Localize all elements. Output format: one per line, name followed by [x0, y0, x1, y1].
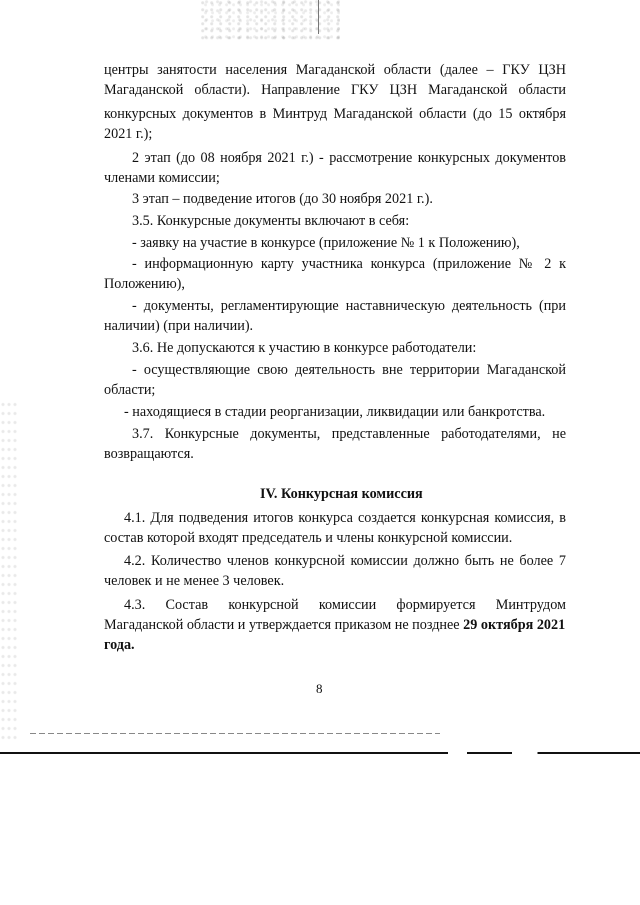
paragraph-text: Магаданской области и утверждается приказом не позднее — [104, 617, 464, 633]
paragraph-line: 3.7. Конкурсные документы, представленные работодателями, не — [132, 426, 566, 442]
paragraph-line: состав которой входят председатель и члены конкурсной комиссии. — [104, 530, 513, 546]
paragraph-line: 2021 г.); — [104, 126, 153, 142]
paragraph-line: - документы, регламентирующие наставническую деятельность (при — [132, 298, 566, 314]
paragraph-line: 3 этап – подведение итогов (до 30 ноября 2021 г.). — [132, 191, 433, 207]
paragraph-line: конкурсных документов в Минтруд Магаданской области (до 15 октября — [104, 106, 566, 122]
paragraph-line: - информационную карту участника конкурса (приложение № 2 к — [132, 256, 566, 272]
paragraph-line — [104, 617, 565, 634]
paragraph-line: области; — [104, 382, 156, 398]
scan-artifact-line — [318, 0, 319, 34]
page-number: 8 — [316, 681, 323, 696]
page-bottom-edge — [0, 752, 640, 754]
section-heading: IV. Конкурсная комиссия — [260, 486, 423, 502]
paragraph-line: возвращаются. — [104, 446, 194, 462]
paragraph-line: - находящиеся в стадии реорганизации, ликвидации или банкротства. — [124, 404, 546, 420]
paragraph-line: 3.6. Не допускаются к участию в конкурсе работодатели: — [132, 340, 477, 356]
paragraph-line: 4.3. Состав конкурсной комиссии формируется Минтрудом — [124, 597, 566, 613]
paragraph-line: 4.1. Для подведения итогов конкурса создается конкурсная комиссия, в — [124, 510, 566, 526]
paragraph-line: Положению), — [104, 276, 185, 292]
paragraph-line: года. — [104, 637, 135, 653]
paragraph-line: - заявку на участие в конкурсе (приложение № 1 к Положению), — [132, 235, 520, 251]
paragraph-line: 3.5. Конкурсные документы включают в себя: — [132, 213, 410, 229]
paragraph-line: 2 этап (до 08 ноября 2021 г.) - рассмотрение конкурсных документов — [132, 150, 566, 166]
paragraph-line: наличии) (при наличии). — [104, 318, 254, 334]
deadline-date: 29 октября 2021 — [463, 617, 566, 633]
paragraph-line: центры занятости населения Магаданской области (далее – ГКУ ЦЗН — [104, 62, 566, 78]
paragraph-line: - осуществляющие свою деятельность вне территории Магаданской — [132, 362, 566, 378]
paragraph-line: 4.2. Количество членов конкурсной комиссии должно быть не более 7 — [124, 553, 566, 569]
scan-artifact — [200, 0, 340, 40]
scan-artifact-dashes — [30, 733, 440, 734]
scan-edge-noise — [0, 400, 18, 740]
paragraph-line: Магаданской области). Направление ГКУ ЦЗН Магаданской области — [104, 82, 566, 98]
paragraph-line: человек и не менее 3 человек. — [104, 573, 285, 589]
paragraph-line: членами комиссии; — [104, 170, 220, 186]
